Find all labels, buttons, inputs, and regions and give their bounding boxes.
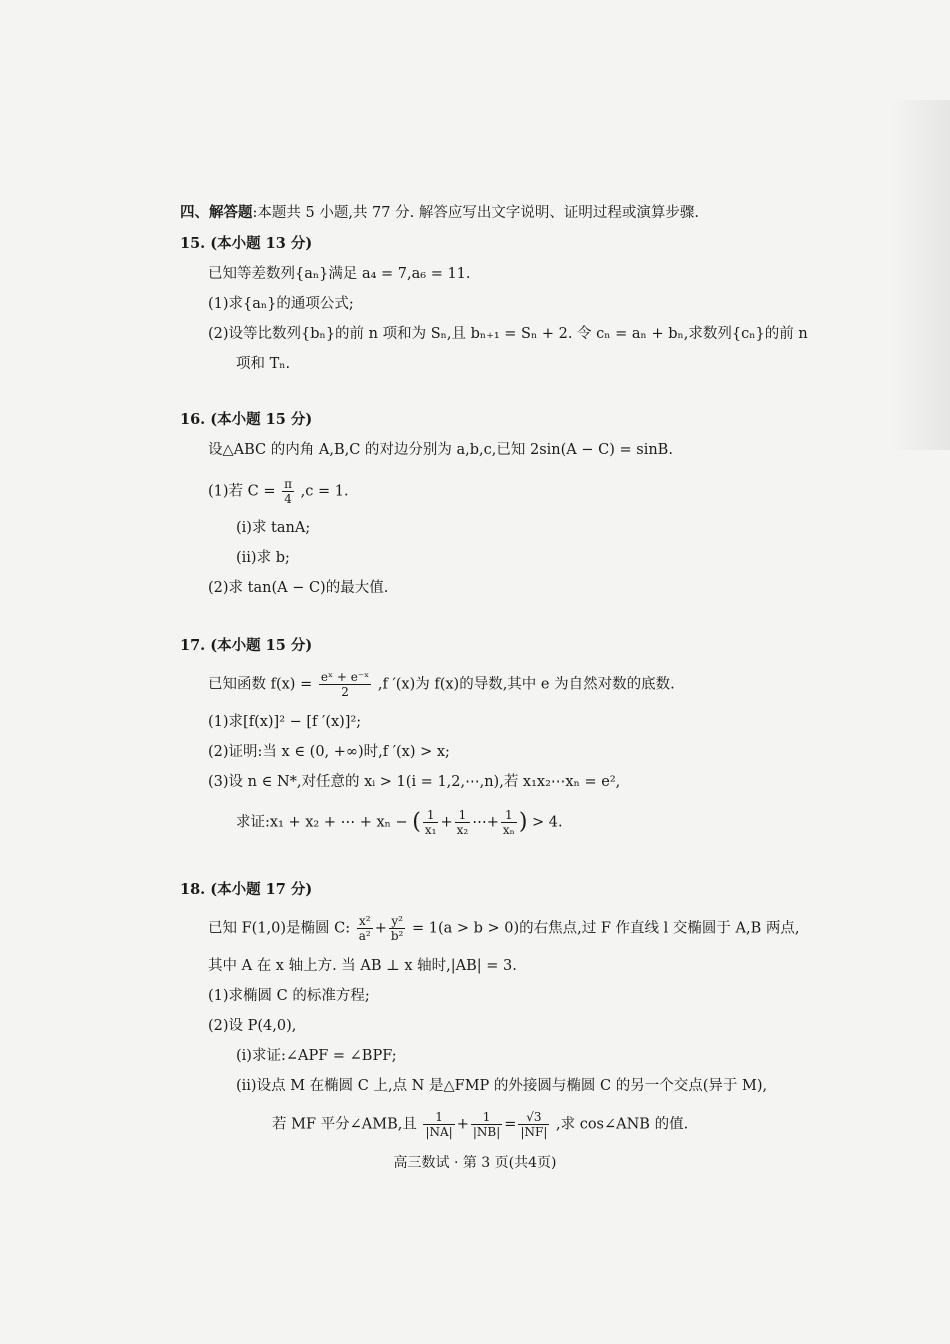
fraction-numerator: π <box>284 477 293 491</box>
q17-part3-inequality: 求证:x₁ + x₂ + ⋯ + xₙ − ( $\frac{1}{\text{x₁}}$ + $\frac{1}{\text{x₂}}$ ⋯+ $\frac{1}{\text{xₙ}}$ ) > 4. <box>236 808 563 837</box>
q18-part2-ii-cont: 若 MF 平分∠AMB,且 $\frac{1}{|NA|}$ + $\frac{1}{|NB|}$ = $\frac{√3}{|NF|}$ ,求 cos∠ANB 的值. <box>272 1110 689 1139</box>
q17-part3-prefix: 求证:x₁ + x₂ + ⋯ + xₙ − <box>236 814 408 831</box>
sqrt3-nf-fraction: $\frac{√3}{|NF|}$ <box>520 1110 548 1139</box>
q16-stem: 设△ABC 的内角 A,B,C 的对边分别为 a,b,c,已知 2sin(A − C) = sinB. <box>208 442 673 458</box>
q16-label: 16. (本小题 15 分) <box>180 411 313 428</box>
q18-part2-i: (ⅰ)求证:∠APF = ∠BPF; <box>236 1048 397 1064</box>
scan-shadow <box>890 100 950 450</box>
q16-part1-i: (ⅰ)求 tanA; <box>236 520 311 536</box>
reciprocal-x2: $\frac{1}{\text{x₂}}$ <box>456 808 469 837</box>
q17-part3: (3)设 n ∈ N*,对任意的 xᵢ > 1(i = 1,2,⋯,n),若 x₁x₂⋯xₙ = e², <box>208 774 621 790</box>
left-paren: ( <box>412 809 421 835</box>
reciprocal-xn: $\frac{1}{\text{xₙ}}$ <box>502 808 515 837</box>
inv-na-fraction: $\frac{1}{|NA|}$ <box>425 1110 453 1139</box>
q16-part1 <box>208 477 349 506</box>
q18-cond-prefix: 若 MF 平分∠AMB,且 <box>272 1116 417 1133</box>
q16-part1-ii: (ⅱ)求 b; <box>236 550 290 566</box>
q18-stem-cont: 其中 A 在 x 轴上方. 当 AB ⊥ x 轴时,|AB| = 3. <box>208 958 517 974</box>
q18-stem-prefix: 已知 F(1,0)是椭圆 C: <box>208 920 351 937</box>
q18-part1: (1)求椭圆 C 的标准方程; <box>208 988 370 1004</box>
q17-stem <box>208 670 675 699</box>
q16-part2: (2)求 tan(A − C)的最大值. <box>208 580 389 596</box>
q16-part1-prefix: (1)若 C = <box>208 483 276 500</box>
ellipse-x-term: $\frac{\text{x²}}{\text{a²}}$ <box>358 914 371 943</box>
q15-part2: (2)设等比数列{bₙ}的前 n 项和为 Sₙ,且 bₙ₊₁ = Sₙ + 2. 令 cₙ = aₙ + bₙ,求数列{cₙ}的前 n <box>208 326 808 342</box>
page-footer: 高三数试 · 第 3 页(共4页) <box>393 1155 557 1171</box>
q17-label: 17. (本小题 15 分) <box>180 637 313 654</box>
fraction-denominator: 2 <box>341 685 349 699</box>
q17-part3-suffix: > 4. <box>532 814 563 831</box>
q15-stem: 已知等差数列{aₙ}满足 a₄ = 7,a₆ = 11. <box>208 266 471 282</box>
section-header <box>180 203 699 223</box>
ellipse-y-term: $\frac{\text{y²}}{\text{b²}}$ <box>390 914 404 943</box>
fraction-numerator: eˣ + e⁻ˣ <box>320 670 370 684</box>
q17-stem-prefix: 已知函数 f(x) = <box>208 676 313 693</box>
q18-part2: (2)设 P(4,0), <box>208 1018 297 1034</box>
pi-over-four-fraction <box>282 477 294 506</box>
q18-cond-suffix: ,求 cos∠ANB 的值. <box>555 1116 689 1133</box>
q18-stem: 已知 F(1,0)是椭圆 C: $\frac{\text{x²}}{\text{a²}}$ + $\frac{\text{y²}}{\text{b²}}$ = 1(a > b > 0)的右焦点,过 F 作直线 l 交椭圆于 A,B 两点, <box>208 914 800 943</box>
section-instructions: :本题共 5 小题,共 77 分. 解答应写出文字说明、证明过程或演算步骤. <box>252 205 699 221</box>
q18-part2-ii: (ⅱ)设点 M 在椭圆 C 上,点 N 是△FMP 的外接圆与椭圆 C 的另一个交点(异于 M), <box>236 1078 768 1094</box>
q15-part2-cont: 项和 Tₙ. <box>236 356 291 372</box>
q17-part1: (1)求[f(x)]² − [f ′(x)]²; <box>208 714 362 730</box>
fraction-denominator: 4 <box>284 492 292 506</box>
reciprocal-x1: $\frac{1}{\text{x₁}}$ <box>424 808 437 837</box>
q15-label: 15. (本小题 13 分) <box>180 235 313 252</box>
q18-label: 18. (本小题 17 分) <box>180 881 313 898</box>
section-heading: 四、解答题 <box>180 204 253 221</box>
q16-part1-suffix: ,c = 1. <box>300 483 349 500</box>
q15-part1: (1)求{aₙ}的通项公式; <box>208 296 354 312</box>
right-paren: ) <box>518 809 528 835</box>
q18-stem-suffix: = 1(a > b > 0)的右焦点,过 F 作直线 l 交椭圆于 A,B 两点, <box>411 920 800 937</box>
q17-part2: (2)证明:当 x ∈ (0, +∞)时,f ′(x) > x; <box>208 744 450 760</box>
inv-nb-fraction: $\frac{1}{|NB|}$ <box>472 1110 501 1139</box>
q17-stem-suffix: ,f ′(x)为 f(x)的导数,其中 e 为自然对数的底数. <box>377 676 675 693</box>
function-fraction <box>319 670 371 699</box>
